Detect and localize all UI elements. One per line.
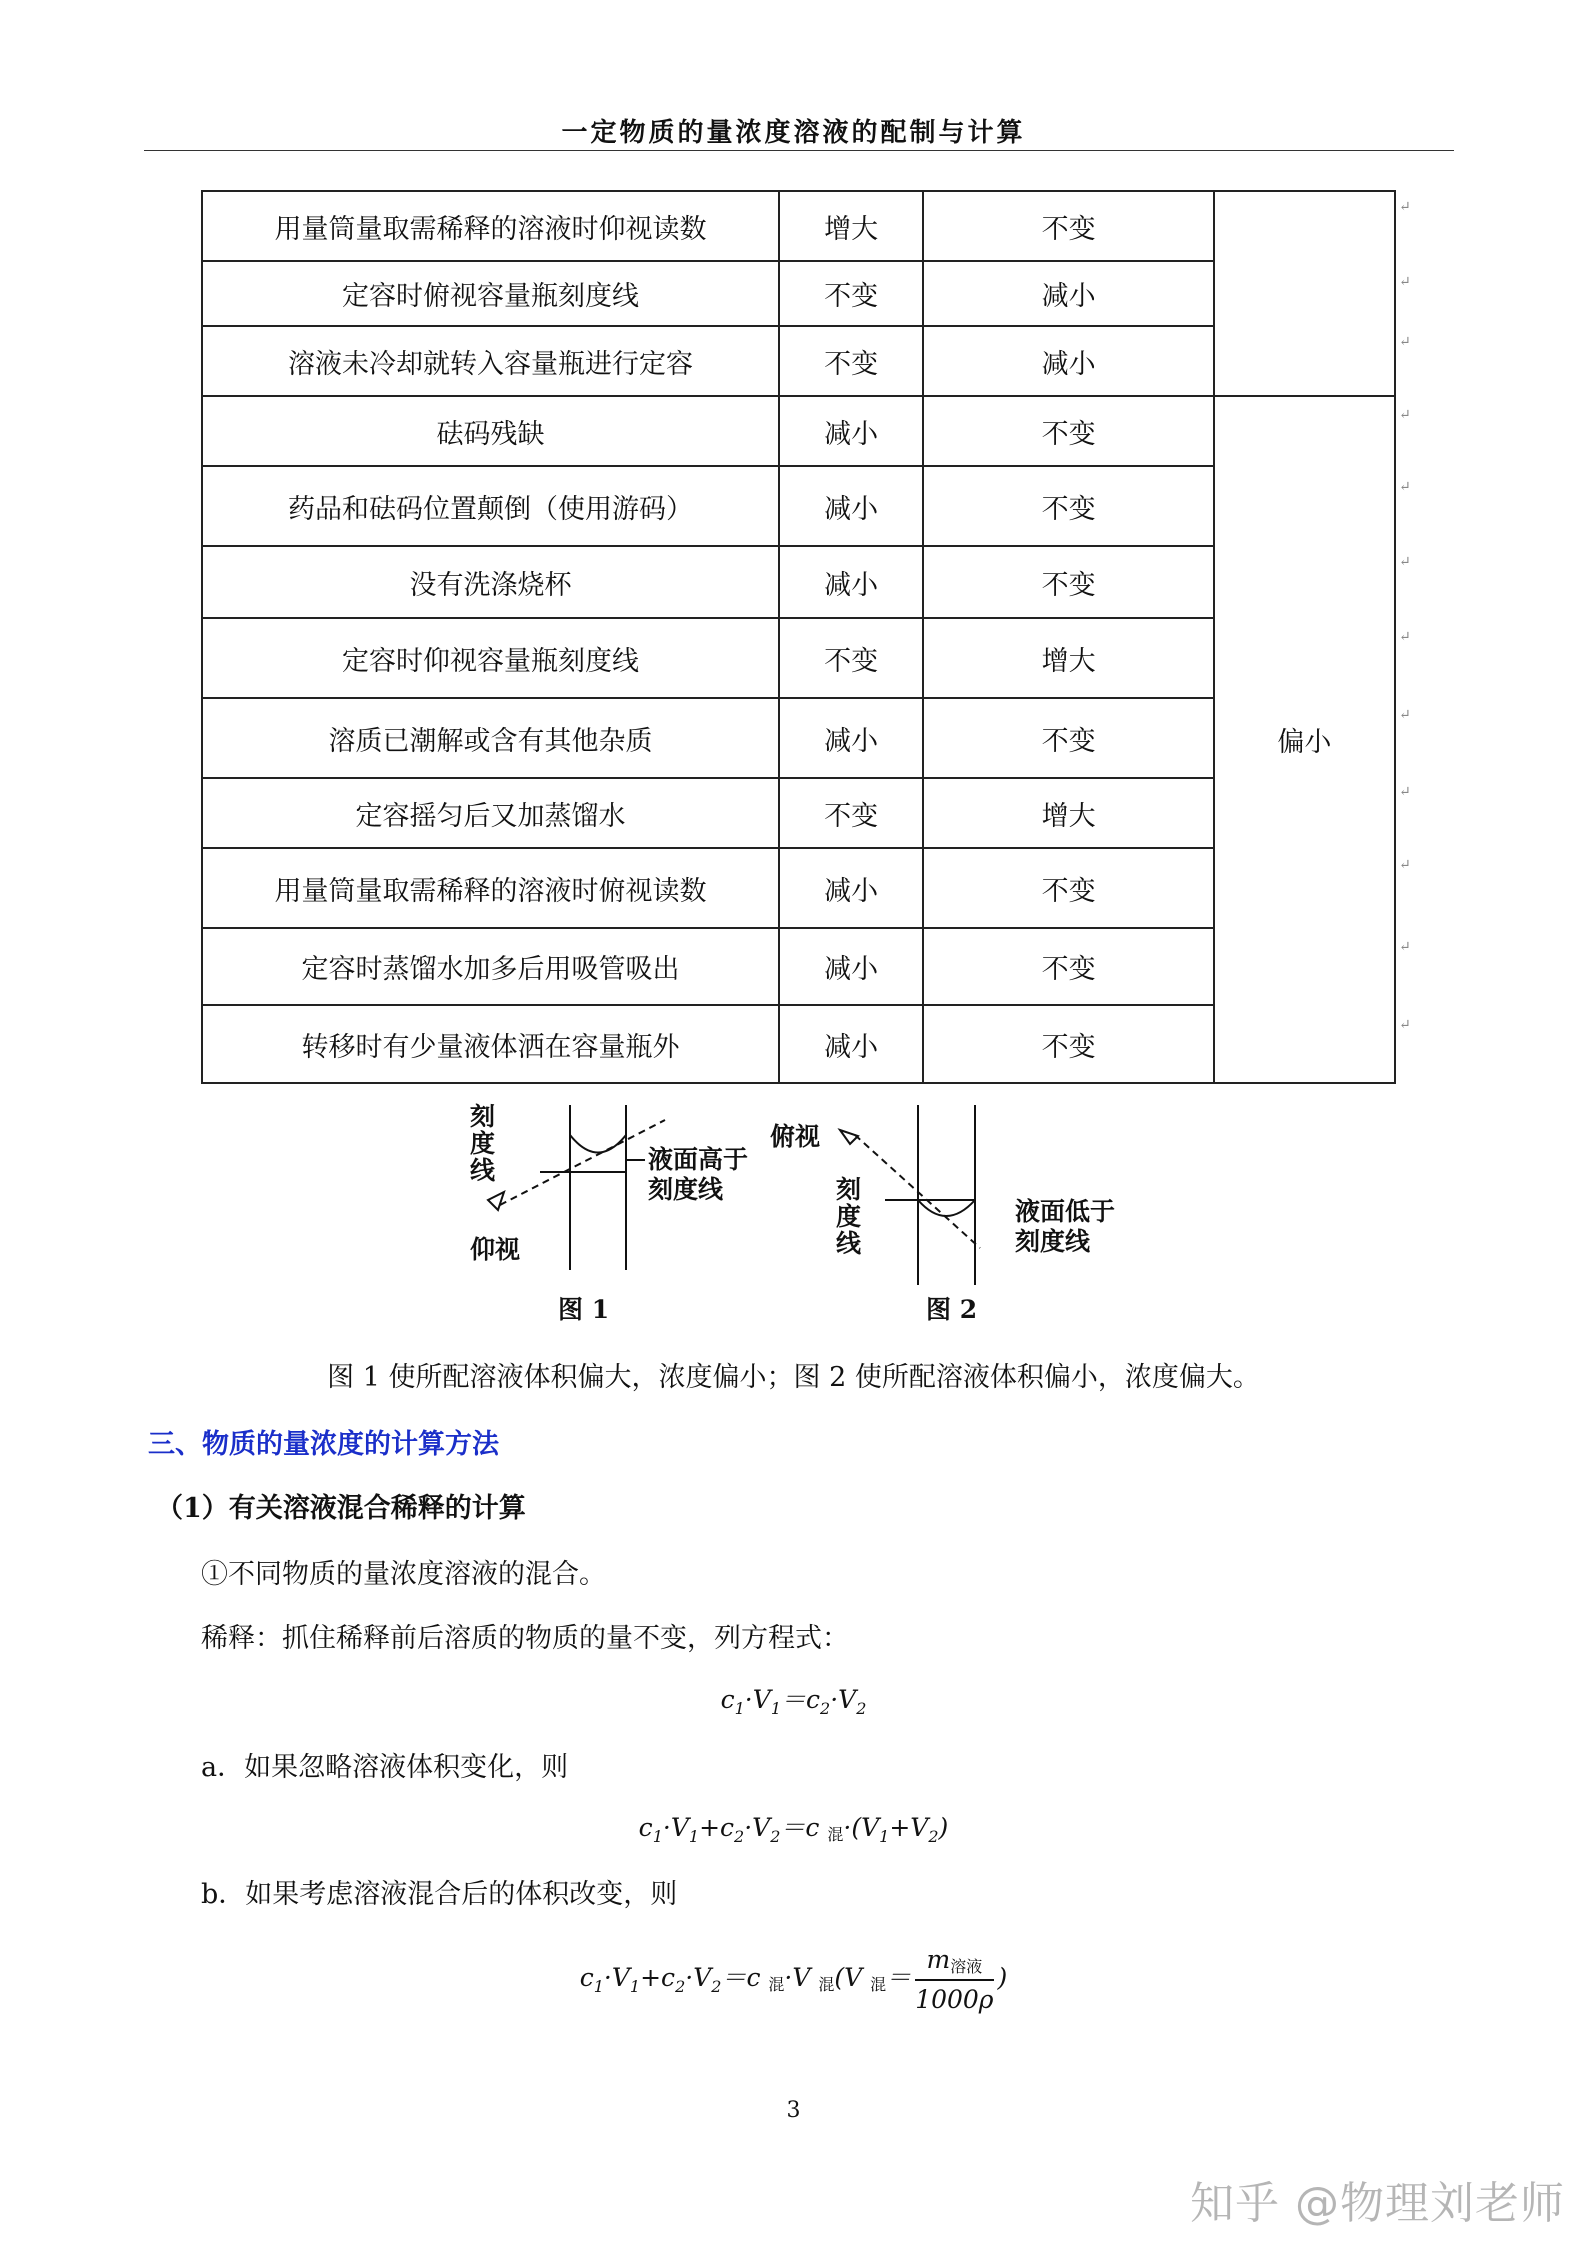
volume-cell: 不变: [923, 546, 1214, 618]
volume-cell: 不变: [923, 396, 1214, 466]
fig2-scale-char: 度: [836, 1202, 862, 1231]
mix-subscript: 混: [818, 1975, 835, 1994]
volume-fraction: [915, 1945, 993, 2014]
moles-cell: 减小: [779, 928, 923, 1005]
sight-line: [500, 1120, 665, 1205]
error-analysis-table: [201, 190, 1396, 1084]
paragraph-mark: ↵: [1399, 1017, 1411, 1033]
volume-cell: 不变: [923, 191, 1214, 261]
fig2-scale-char: 线: [836, 1229, 862, 1258]
volume-cell: 不变: [923, 928, 1214, 1005]
fig2-scale-char: 刻: [836, 1175, 862, 1204]
formula-mix-a: $c_1\cdot V_1+c_2\cdot V_2=c$ 混$\cdot(V_1+V_2)$: [638, 1813, 949, 1846]
fig1-scale-label: [470, 1102, 504, 1185]
formula-mix-b: $c_1\cdot V_1+c_2\cdot V_2=c$ 混·V 混(V 混＝ $\frac{\text{m溶液}}{1000\rho}$ ): [579, 1945, 1008, 2014]
moles-cell: 增大: [779, 191, 923, 261]
solution-subscript: 溶液: [950, 1957, 983, 1976]
paragraph-mark: ↵: [1399, 629, 1411, 645]
paragraph-mark: ↵: [1399, 857, 1411, 873]
volume-cell: 增大: [923, 618, 1214, 698]
mix-subscript: 混: [870, 1975, 887, 1994]
fraction-denominator: 1000ρ: [915, 1985, 994, 2014]
moles-cell: 不变: [779, 326, 923, 396]
moles-cell: 不变: [779, 261, 923, 326]
moles-cell: 减小: [779, 546, 923, 618]
paragraph-mark: ↵: [1399, 274, 1411, 290]
fig2-note-line: 液面低于: [1015, 1197, 1116, 1226]
paragraph-mark: ↵: [1399, 554, 1411, 570]
figure-1: [470, 1102, 757, 1324]
page-header-title: 一定物质的量浓度溶液的配制与计算: [561, 118, 1026, 148]
operation-cell: 溶液未冷却就转入容量瓶进行定容: [202, 326, 779, 396]
volume-cell: 不变: [923, 466, 1214, 546]
paragraph-mark: ↵: [1399, 334, 1411, 350]
moles-cell: 减小: [779, 466, 923, 546]
eye-icon: [488, 1192, 504, 1210]
fig1-eye-label: 仰视: [470, 1235, 521, 1264]
operation-cell: 药品和砝码位置颠倒（使用游码）: [202, 466, 779, 546]
header-rule: [144, 150, 1454, 151]
result-cell-upper: [1214, 191, 1395, 396]
operation-cell: 溶质已潮解或含有其他杂质: [202, 698, 779, 778]
moles-cell: 不变: [779, 778, 923, 848]
mix-subscript: 混: [827, 1825, 844, 1844]
figure-explanation: 图 1 使所配溶液体积偏大，浓度偏小；图 2 使所配溶液体积偏小，浓度偏大。: [327, 1362, 1260, 1393]
fig1-scale-char: 线: [470, 1156, 496, 1185]
table-row: [202, 191, 1395, 261]
operation-cell: 定容摇匀后又加蒸馏水: [202, 778, 779, 848]
subsection-title: （1）有关溶液混合稀释的计算: [156, 1493, 526, 1524]
paragraph-mark: ↵: [1399, 407, 1411, 423]
fig1-scale-char: 度: [470, 1129, 496, 1158]
volume-cell: 不变: [923, 848, 1214, 928]
volume-cell: 不变: [923, 1005, 1214, 1083]
paragraph-mark: ↵: [1399, 784, 1411, 800]
watermark: 知乎 @物理刘老师: [1190, 2178, 1565, 2229]
mix-subscript: 混: [768, 1975, 785, 1994]
fig2-scale-label: [836, 1175, 870, 1258]
fig1-caption: 图 1: [558, 1295, 610, 1324]
moles-cell: 不变: [779, 618, 923, 698]
meniscus-curve: [918, 1200, 975, 1216]
operation-cell: 没有洗涤烧杯: [202, 546, 779, 618]
fraction-numerator: m溶液: [915, 1945, 993, 1981]
formula-dilution: $c_1\cdot V_1=c_2\cdot V_2$: [720, 1685, 867, 1718]
operation-cell: 定容时仰视容量瓶刻度线: [202, 618, 779, 698]
fig2-note: [1015, 1197, 1124, 1256]
fig2-eye-label: 俯视: [770, 1122, 821, 1151]
eye-icon: [840, 1130, 858, 1144]
moles-cell: 减小: [779, 396, 923, 466]
paragraph-case-b: b．如果考虑溶液混合后的体积改变，则: [201, 1879, 678, 1910]
fig2-caption: 图 2: [926, 1295, 978, 1324]
section-title: 三、物质的量浓度的计算方法: [148, 1429, 499, 1460]
operation-cell: 用量筒量取需稀释的溶液时俯视读数: [202, 848, 779, 928]
fig1-note-line: 刻度线: [648, 1175, 724, 1204]
meniscus-figures: [440, 1100, 1160, 1330]
operation-cell: 砝码残缺: [202, 396, 779, 466]
fig2-note-line: 刻度线: [1015, 1227, 1091, 1256]
moles-cell: 减小: [779, 698, 923, 778]
paragraph-mark: ↵: [1399, 479, 1411, 495]
moles-cell: 减小: [779, 848, 923, 928]
paragraph-mark: ↵: [1399, 707, 1411, 723]
operation-cell: 转移时有少量液体洒在容量瓶外: [202, 1005, 779, 1083]
result-cell-low: 偏小: [1214, 396, 1395, 1083]
paragraph-mixing: ①不同物质的量浓度溶液的混合。: [201, 1559, 606, 1590]
moles-cell: 减小: [779, 1005, 923, 1083]
operation-cell: 定容时俯视容量瓶刻度线: [202, 261, 779, 326]
volume-cell: 减小: [923, 261, 1214, 326]
volume-cell: 增大: [923, 778, 1214, 848]
fig1-note-line: 液面高于: [648, 1145, 749, 1174]
figure-2: [770, 1105, 1124, 1324]
paragraph-mark: ↵: [1399, 939, 1411, 955]
page-number: 3: [786, 2098, 801, 2123]
fig1-note: [648, 1145, 757, 1204]
table-row: [202, 396, 1395, 466]
volume-cell: 不变: [923, 698, 1214, 778]
paragraph-mark: ↵: [1399, 199, 1411, 215]
operation-cell: 用量筒量取需稀释的溶液时仰视读数: [202, 191, 779, 261]
paragraph-dilution: 稀释：抓住稀释前后溶质的物质的量不变，列方程式：: [201, 1623, 849, 1654]
operation-cell: 定容时蒸馏水加多后用吸管吸出: [202, 928, 779, 1005]
paragraph-case-a: a．如果忽略溶液体积变化，则: [201, 1752, 569, 1783]
fig1-scale-char: 刻: [470, 1102, 496, 1131]
volume-cell: 减小: [923, 326, 1214, 396]
